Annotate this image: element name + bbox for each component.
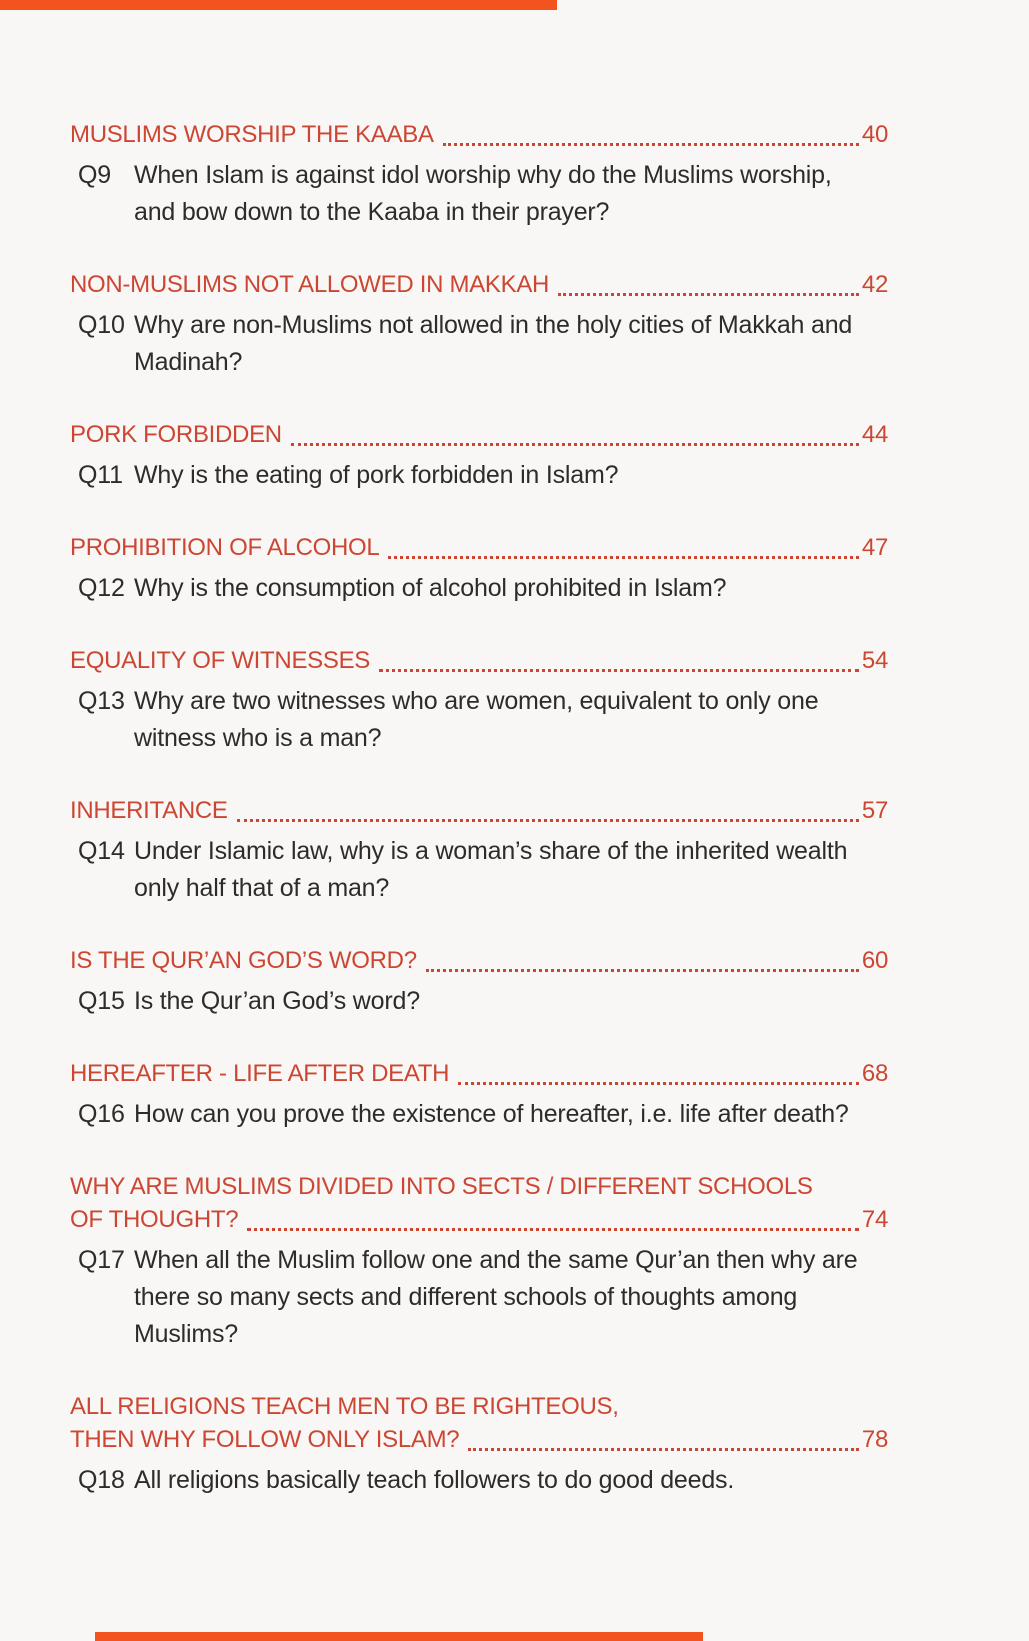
question-row	[70, 307, 888, 381]
question-number-label: Q16	[78, 1100, 125, 1128]
question-text	[134, 1462, 734, 1499]
question-line: Why are two witnesses who are women, equivalent to only one	[134, 687, 819, 715]
section-title: HEREAFTER - LIFE AFTER DEATH	[70, 1060, 450, 1087]
question-line: Muslims?	[134, 1320, 238, 1348]
section-title: INHERITANCE	[70, 797, 228, 824]
dot-leader	[459, 1423, 862, 1456]
question-text	[134, 157, 832, 231]
question-text	[134, 457, 618, 494]
section-title: NON-MUSLIMS NOT ALLOWED IN MAKKAH	[70, 271, 550, 298]
dot-leader	[379, 531, 861, 564]
page-number: 68	[861, 1060, 888, 1087]
question-text	[134, 1242, 857, 1353]
question-number-label: Q10	[78, 311, 125, 339]
question-text	[134, 683, 818, 757]
section-title: EQUALITY OF WITNESSES	[70, 647, 370, 674]
page-number: 42	[861, 271, 888, 298]
question-number-label: Q11	[78, 461, 123, 489]
toc-heading-line	[70, 644, 888, 677]
page-number: 47	[861, 534, 888, 561]
dot-leader	[434, 118, 862, 151]
question-row	[70, 1462, 888, 1499]
toc-heading-line	[70, 944, 888, 977]
toc-entry	[70, 1170, 888, 1353]
question-row	[70, 833, 888, 907]
toc-heading-line	[70, 1423, 888, 1456]
question-line: Under Islamic law, why is a woman’s share of the inherited wealth	[134, 837, 848, 865]
question-number-label: Q9	[78, 161, 111, 189]
toc-heading-line	[70, 1390, 888, 1423]
page-number: 44	[861, 421, 888, 448]
question-text	[134, 983, 420, 1020]
toc-heading	[70, 418, 888, 451]
section-title: OF THOUGHT?	[70, 1206, 239, 1233]
toc-heading	[70, 118, 888, 151]
toc-entry	[70, 644, 888, 757]
question-line: there so many sects and different schools of thoughts among	[134, 1283, 798, 1311]
page-number: 54	[861, 647, 888, 674]
section-title: WHY ARE MUSLIMS DIVIDED INTO SECTS / DIFFERENT SCHOOLS	[70, 1173, 813, 1200]
question-text	[134, 570, 726, 607]
top-edge-accent-bar	[0, 0, 557, 10]
question-number-label: Q14	[78, 837, 125, 865]
question-line: Is the Qur’an God’s word?	[134, 987, 420, 1015]
toc-entry	[70, 531, 888, 607]
section-title: ALL RELIGIONS TEACH MEN TO BE RIGHTEOUS,	[70, 1393, 619, 1420]
question-number-label: Q18	[78, 1466, 125, 1494]
question-number-label: Q12	[78, 574, 125, 602]
toc-heading-line	[70, 418, 888, 451]
question-row	[70, 457, 888, 494]
toc-entry	[70, 1390, 888, 1499]
dot-leader	[370, 644, 862, 677]
question-line: only half that of a man?	[134, 874, 390, 902]
toc-entry	[70, 794, 888, 907]
toc-heading	[70, 794, 888, 827]
question-line: Why is the consumption of alcohol prohibited in Islam?	[134, 574, 727, 602]
toc-entry	[70, 944, 888, 1020]
table-of-contents	[70, 118, 888, 1536]
question-line: and bow down to the Kaaba in their prayer?	[134, 198, 610, 226]
question-line: When Islam is against idol worship why do the Muslims worship,	[134, 161, 832, 189]
bottom-edge-accent-bar	[95, 1632, 703, 1641]
toc-heading-line	[70, 1170, 888, 1203]
question-line: All religions basically teach followers to do good deeds.	[134, 1466, 735, 1494]
toc-heading-line	[70, 118, 888, 151]
question-row	[70, 1242, 888, 1353]
question-row	[70, 683, 888, 757]
dot-leader	[417, 944, 862, 977]
toc-heading	[70, 1057, 888, 1090]
dot-leader	[449, 1057, 862, 1090]
question-number-label: Q17	[78, 1246, 125, 1274]
page-number: 57	[861, 797, 888, 824]
page-number: 60	[861, 947, 888, 974]
toc-heading	[70, 1170, 888, 1236]
dot-leader	[549, 268, 862, 301]
toc-heading	[70, 944, 888, 977]
section-title: PORK FORBIDDEN	[70, 421, 282, 448]
toc-heading	[70, 531, 888, 564]
toc-heading-line	[70, 794, 888, 827]
question-line: Madinah?	[134, 348, 243, 376]
section-title: PROHIBITION OF ALCOHOL	[70, 534, 380, 561]
question-row	[70, 983, 888, 1020]
dot-leader	[282, 418, 862, 451]
question-line: witness who is a man?	[134, 724, 382, 752]
question-line: Why are non-Muslims not allowed in the holy cities of Makkah and	[134, 311, 853, 339]
question-number-label: Q15	[78, 987, 125, 1015]
question-text	[134, 1096, 849, 1133]
question-line: Why is the eating of pork forbidden in Islam?	[134, 461, 619, 489]
toc-heading	[70, 644, 888, 677]
toc-heading-line	[70, 1057, 888, 1090]
section-title: THEN WHY FOLLOW ONLY ISLAM?	[70, 1426, 460, 1453]
toc-heading-line	[70, 268, 888, 301]
question-text	[134, 307, 852, 381]
dot-leader	[228, 794, 862, 827]
toc-entry	[70, 418, 888, 494]
page-number: 40	[861, 121, 888, 148]
section-title: IS THE QUR’AN GOD’S WORD?	[70, 947, 417, 974]
toc-entry	[70, 1057, 888, 1133]
question-row	[70, 1096, 888, 1133]
page-number: 74	[861, 1206, 888, 1233]
question-text	[134, 833, 847, 907]
question-line: When all the Muslim follow one and the same Qur’an then why are	[134, 1246, 858, 1274]
question-row	[70, 157, 888, 231]
question-row	[70, 570, 888, 607]
page-number: 78	[861, 1426, 888, 1453]
toc-heading	[70, 268, 888, 301]
toc-entry	[70, 118, 888, 231]
toc-heading	[70, 1390, 888, 1456]
section-title: MUSLIMS WORSHIP THE KAABA	[70, 121, 434, 148]
question-line: How can you prove the existence of hereafter, i.e. life after death?	[134, 1100, 849, 1128]
toc-heading-line	[70, 531, 888, 564]
toc-heading-line	[70, 1203, 888, 1236]
question-number-label: Q13	[78, 687, 125, 715]
toc-entry	[70, 268, 888, 381]
dot-leader	[238, 1203, 862, 1236]
